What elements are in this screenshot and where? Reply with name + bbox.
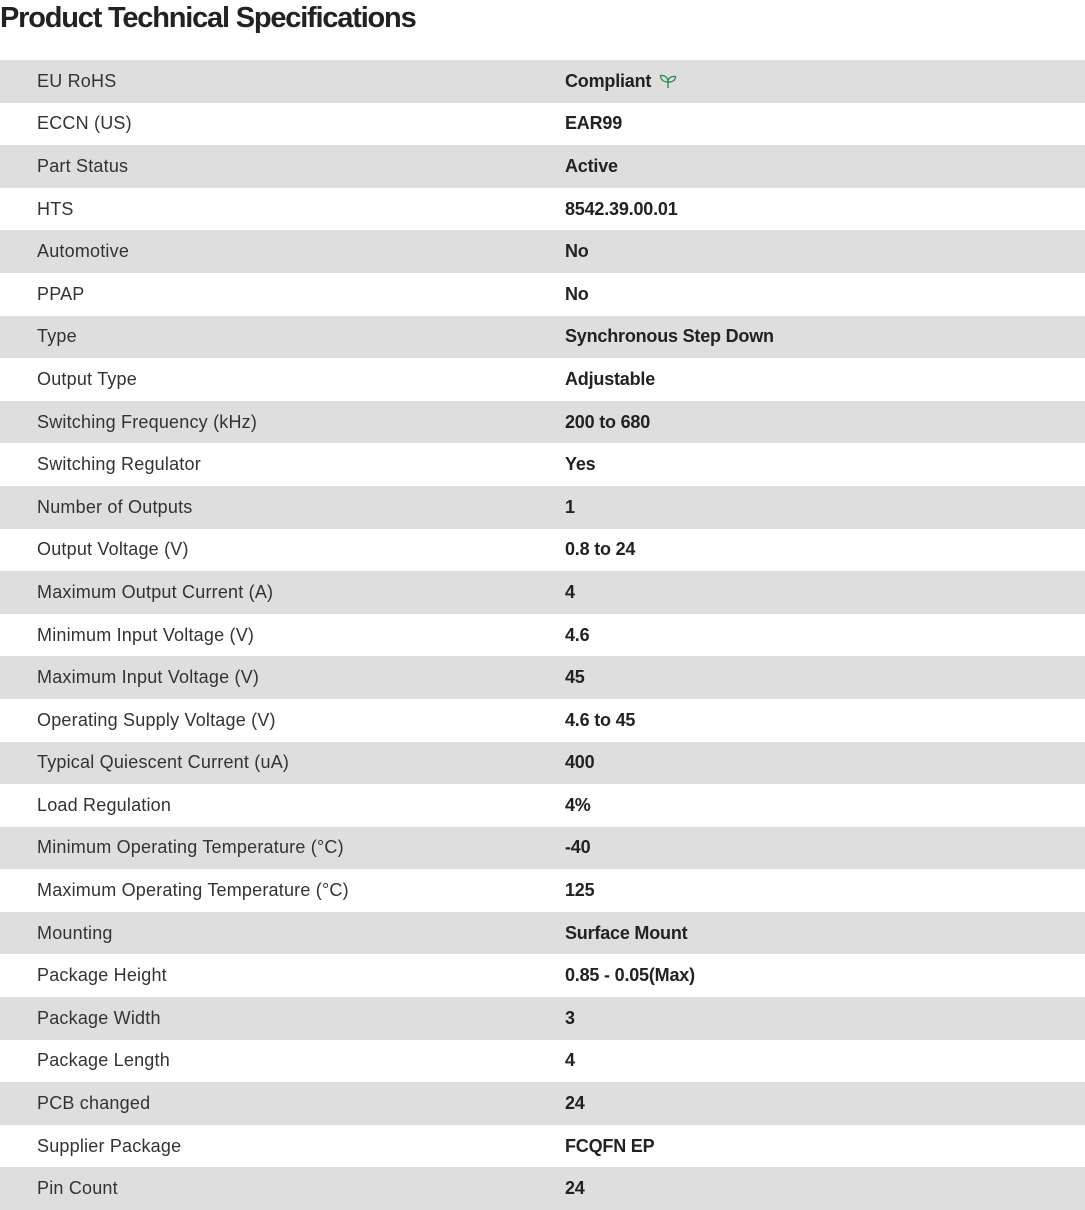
spec-value-cell: [565, 571, 1085, 614]
spec-label: Minimum Input Voltage (V): [37, 624, 255, 645]
spec-value: Compliant: [565, 70, 652, 91]
leaf-icon: [659, 73, 677, 89]
spec-label: Number of Outputs: [37, 496, 193, 517]
spec-value: -40: [565, 837, 591, 858]
spec-row: [0, 1125, 1085, 1168]
spec-label: Pin Count: [37, 1178, 118, 1199]
spec-value-cell: [565, 273, 1085, 316]
spec-value-cell: [565, 230, 1085, 273]
spec-label: Package Width: [37, 1007, 161, 1028]
spec-table-body: [0, 60, 1085, 1210]
spec-value: Synchronous Step Down: [565, 326, 774, 347]
spec-value-cell: [565, 742, 1085, 785]
spec-value: Surface Mount: [565, 922, 688, 943]
spec-row: [0, 1040, 1085, 1083]
spec-value: 4.6 to 45: [565, 709, 636, 730]
spec-label: HTS: [37, 198, 74, 219]
spec-row: [0, 997, 1085, 1040]
spec-label: Minimum Operating Temperature (°C): [37, 837, 344, 858]
spec-value: FCQFN EP: [565, 1135, 655, 1156]
spec-value-cell: [565, 529, 1085, 572]
spec-value-cell: [565, 912, 1085, 955]
spec-value-cell: [565, 869, 1085, 912]
page-title: Product Technical Specifications: [0, 2, 416, 34]
spec-label: Maximum Operating Temperature (°C): [37, 880, 349, 901]
spec-value-cell: [565, 443, 1085, 486]
spec-value-cell: [565, 401, 1085, 444]
spec-value: 0.85 - 0.05(Max): [565, 965, 695, 986]
spec-value: 1: [565, 496, 575, 517]
spec-value: 0.8 to 24: [565, 539, 636, 560]
spec-value: EAR99: [565, 113, 623, 134]
spec-value: No: [565, 283, 589, 304]
spec-value: 4: [565, 1050, 575, 1071]
spec-row: [0, 316, 1085, 359]
spec-label: Type: [37, 326, 77, 347]
spec-label: Output Voltage (V): [37, 539, 189, 560]
spec-value-cell: [565, 954, 1085, 997]
spec-row: [0, 486, 1085, 529]
spec-label: Switching Frequency (kHz): [37, 411, 258, 432]
spec-row: [0, 230, 1085, 273]
spec-row: [0, 656, 1085, 699]
spec-row: [0, 571, 1085, 614]
spec-value-cell: [565, 1040, 1085, 1083]
spec-value: No: [565, 241, 589, 262]
spec-table: [0, 60, 1085, 1210]
spec-row: [0, 145, 1085, 188]
spec-value: 3: [565, 1007, 575, 1028]
spec-value: 4: [565, 581, 575, 602]
spec-value-cell: [565, 997, 1085, 1040]
spec-label: Part Status: [37, 155, 129, 176]
spec-value: Adjustable: [565, 368, 656, 389]
spec-row: [0, 273, 1085, 316]
spec-value-cell: [565, 1082, 1085, 1125]
spec-value-cell: [565, 656, 1085, 699]
spec-label: Maximum Input Voltage (V): [37, 667, 260, 688]
spec-label: Package Height: [37, 965, 167, 986]
spec-row: [0, 401, 1085, 444]
spec-row: [0, 699, 1085, 742]
spec-row: [0, 742, 1085, 785]
spec-value: 200 to 680: [565, 411, 651, 432]
spec-row: [0, 1082, 1085, 1125]
spec-row: [0, 614, 1085, 657]
spec-value-cell: [565, 103, 1085, 146]
spec-value-cell: [565, 145, 1085, 188]
spec-label: Operating Supply Voltage (V): [37, 709, 276, 730]
spec-label: Maximum Output Current (A): [37, 581, 274, 602]
spec-label: PPAP: [37, 283, 85, 304]
spec-label: Automotive: [37, 241, 130, 262]
spec-row: [0, 784, 1085, 827]
spec-row: [0, 103, 1085, 146]
spec-label: PCB changed: [37, 1093, 151, 1114]
spec-value: 8542.39.00.01: [565, 198, 678, 219]
spec-label: Load Regulation: [37, 794, 172, 815]
spec-row: [0, 443, 1085, 486]
spec-label: Typical Quiescent Current (uA): [37, 752, 290, 773]
spec-value: 45: [565, 667, 585, 688]
spec-value-cell: [565, 827, 1085, 870]
spec-label: Output Type: [37, 368, 137, 389]
spec-row: [0, 954, 1085, 997]
spec-label: Mounting: [37, 922, 113, 943]
spec-value: Active: [565, 155, 618, 176]
spec-value-cell: [565, 188, 1085, 231]
spec-value-cell: [565, 614, 1085, 657]
spec-value: 4.6: [565, 624, 590, 645]
spec-value-cell: [565, 486, 1085, 529]
spec-label: EU RoHS: [37, 70, 117, 91]
spec-row: [0, 529, 1085, 572]
spec-row: [0, 869, 1085, 912]
spec-value: 24: [565, 1093, 585, 1114]
spec-value: 400: [565, 752, 595, 773]
spec-row: [0, 60, 1085, 103]
spec-label: Supplier Package: [37, 1135, 182, 1156]
spec-row: [0, 188, 1085, 231]
spec-value-cell: [565, 1125, 1085, 1168]
spec-label: Switching Regulator: [37, 454, 201, 475]
spec-value: 4%: [565, 794, 591, 815]
spec-value: 125: [565, 880, 595, 901]
spec-row: [0, 358, 1085, 401]
spec-value-cell: [565, 699, 1085, 742]
spec-row: [0, 912, 1085, 955]
spec-value-cell: [565, 316, 1085, 359]
spec-value-cell: [565, 358, 1085, 401]
spec-label: ECCN (US): [37, 113, 132, 134]
spec-value-cell: [565, 60, 1085, 103]
spec-row: [0, 827, 1085, 870]
spec-value: 24: [565, 1178, 585, 1199]
spec-value: Yes: [565, 454, 596, 475]
spec-value-cell: [565, 784, 1085, 827]
spec-label: Package Length: [37, 1050, 170, 1071]
